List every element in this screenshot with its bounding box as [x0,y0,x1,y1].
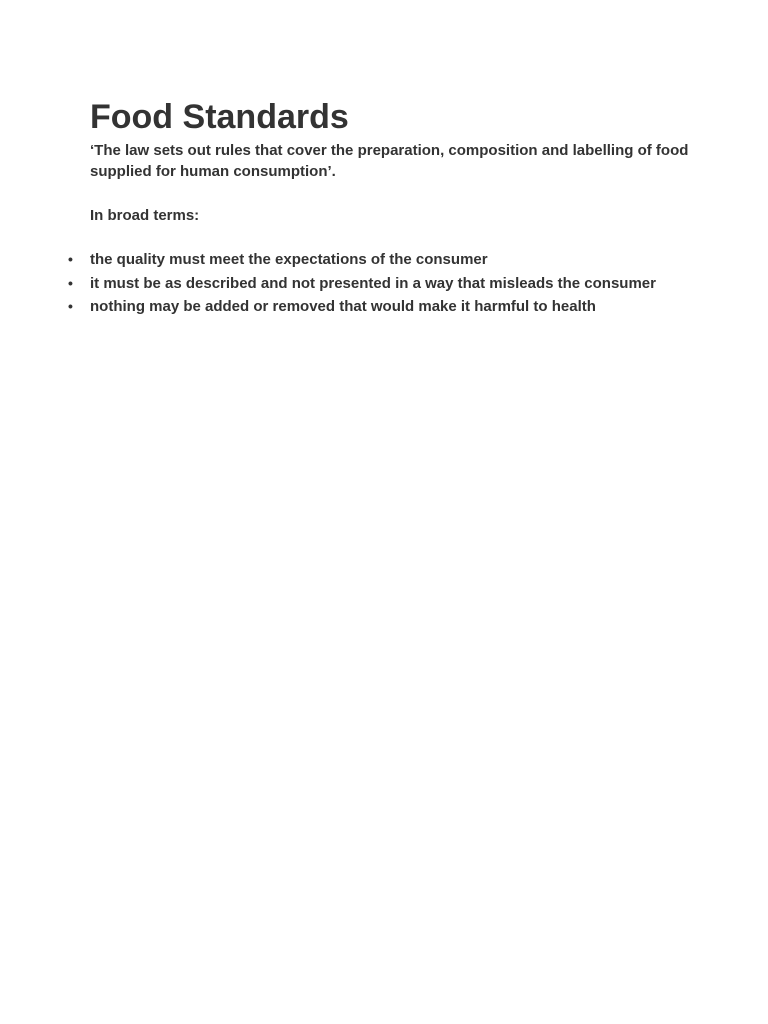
requirements-list [68,248,690,319]
bullet-icon: • [68,274,73,291]
list-item [68,295,690,319]
bullet-icon: • [68,298,73,314]
bullet-icon: • [68,251,73,267]
list-item-text: the quality must meet the expectations of the consumer [90,251,488,268]
list-item-text: nothing may be added or removed that would make it harmful to health [90,298,596,315]
list-item-text: it must be as described and not presented in a way that misleads the consumer [90,274,656,292]
list-item [68,248,690,272]
list-item [68,272,690,296]
intro-text: In broad terms: [90,207,200,224]
page-title: Food Standards [90,98,349,136]
law-quote: ‘The law sets out rules that cover the preparation, composition and labelling of food supplied for human consumption’. [90,142,689,180]
